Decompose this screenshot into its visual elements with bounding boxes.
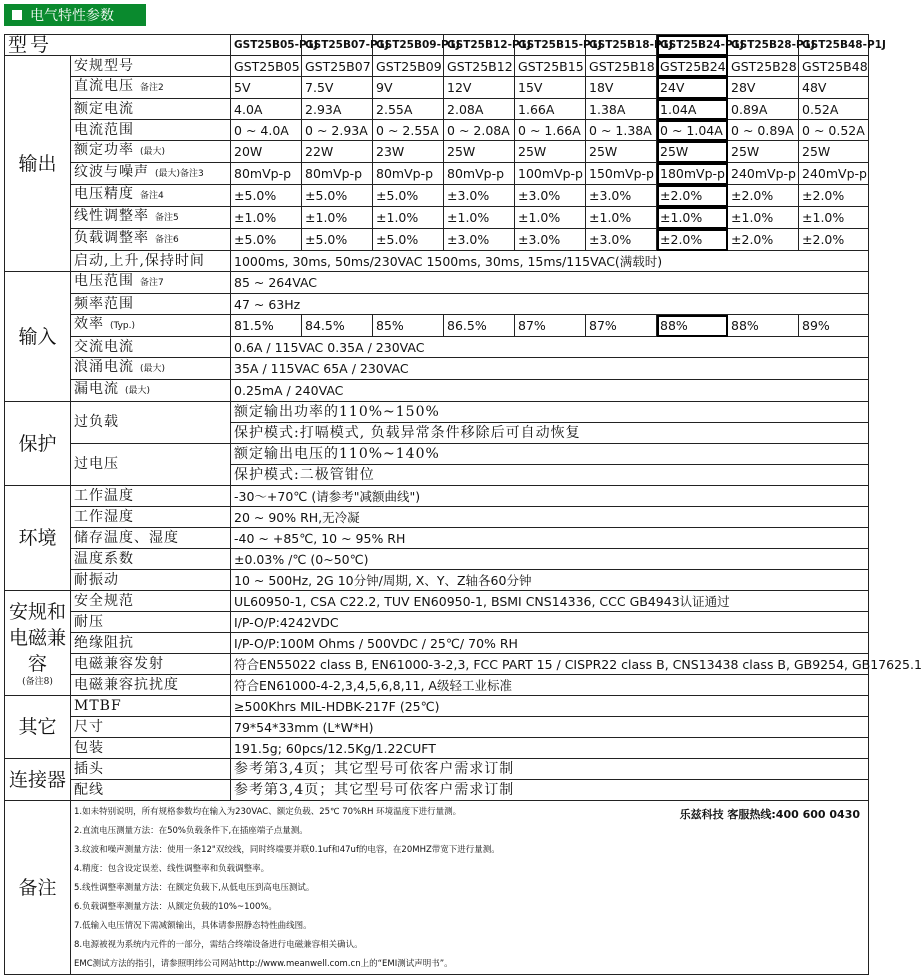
row-label [71, 229, 231, 251]
category-text: 输入 [18, 325, 57, 348]
value-cell: 0 ~ 2.93A [302, 120, 373, 141]
table-row [5, 696, 869, 717]
remark-line: 7.低输入电压情况下需减额输出，具体请参照静态特性曲线图。 [74, 921, 312, 931]
value-cell: GST25B09 [373, 56, 444, 77]
value-cell: I/P-O/P:100M Ohms / 500VDC / 25℃/ 70% RH [231, 633, 869, 654]
value-cell: 25W [515, 141, 586, 163]
value-cell: 25W [444, 141, 515, 163]
row-label-text: 频率范围 [74, 295, 134, 312]
value-cell: ±2.0% [799, 229, 869, 251]
row-label [71, 315, 231, 337]
value-cell: 12V [444, 77, 515, 99]
value-cell: 符合EN61000-4-2,3,4,5,6,8,11, A级轻工业标准 [231, 675, 869, 696]
row-label [71, 507, 231, 528]
table-row [5, 141, 869, 163]
row-label-text: 耐压 [74, 613, 104, 630]
value-cell: ±5.0% [373, 229, 444, 251]
value-cell: 85% [373, 315, 444, 337]
table-row [5, 780, 869, 801]
table-row [5, 380, 869, 402]
value-cell: 15V [515, 77, 586, 99]
row-label [71, 528, 231, 549]
row-label [71, 633, 231, 654]
row-label [71, 402, 231, 444]
value-cell: GST25B07 [302, 56, 373, 77]
table-row [5, 272, 869, 294]
value-cell: 84.5% [302, 315, 373, 337]
value-cell: 保护模式:打嗝模式, 负载异常条件移除后可自动恢复 [231, 423, 869, 444]
category-label [5, 56, 71, 272]
remark-line: 2.直流电压测量方法：在50%负载条件下,在插座端子点量测。 [74, 826, 308, 836]
row-label [71, 612, 231, 633]
table-row [5, 654, 869, 675]
row-label-text: 储存温度、湿度 [74, 529, 179, 546]
value-cell: 0 ~ 0.89A [728, 120, 799, 141]
table-row [5, 358, 869, 380]
section-header [4, 4, 146, 26]
value-cell: 80mVp-p [302, 163, 373, 185]
value-cell: 48V [799, 77, 869, 99]
remarks-cell [71, 801, 869, 975]
row-label [71, 77, 231, 99]
value-cell: GST25B48 [799, 56, 869, 77]
value-cell: ±3.0% [586, 229, 657, 251]
value-cell: 1.38A [586, 99, 657, 120]
row-label-text: 工作湿度 [74, 508, 134, 525]
remark-line: 3.纹波和噪声测量方法：使用一条12"双绞线，同时终端要并联0.1uf和47uf的电容，在20MHZ带宽下进行量测。 [74, 845, 500, 855]
row-label-text: 安规型号 [74, 57, 134, 74]
row-label [71, 251, 231, 272]
value-cell: 85 ~ 264VAC [231, 272, 869, 294]
value-cell: ±2.0% [657, 185, 728, 207]
value-cell: 额定输出电压的110%~140% [231, 444, 869, 465]
value-cell: 0.52A [799, 99, 869, 120]
value-cell: 0.25mA / 240VAC [231, 380, 869, 402]
table-row [5, 444, 869, 465]
model-header: GST25B07-P1J [302, 35, 373, 56]
value-cell: 86.5% [444, 315, 515, 337]
value-cell: 10 ~ 500Hz, 2G 10分钟/周期, X、Y、Z轴各60分钟 [231, 570, 869, 591]
table-row [5, 402, 869, 423]
value-cell: ±5.0% [231, 185, 302, 207]
value-cell: 89% [799, 315, 869, 337]
row-label-note: 备注5 [155, 213, 179, 223]
table-row [5, 570, 869, 591]
value-cell: 0 ~ 0.52A [799, 120, 869, 141]
category-text: 环境 [18, 527, 57, 549]
row-label [71, 717, 231, 738]
row-label-text: 直流电压 [74, 78, 134, 94]
row-label-text: 线性调整率 [74, 208, 149, 224]
value-cell: 88% [657, 315, 728, 337]
value-cell: 28V [728, 77, 799, 99]
table-row [5, 251, 869, 272]
value-cell: 79*54*33mm (L*W*H) [231, 717, 869, 738]
remark-line: 8.电源被视为系统内元件的一部分，需结合终端设备进行电磁兼容相关确认。 [74, 940, 363, 950]
value-cell: GST25B12 [444, 56, 515, 77]
table-row [5, 549, 869, 570]
value-cell: 180mVp-p [657, 163, 728, 185]
value-cell: 4.0A [231, 99, 302, 120]
row-label [71, 120, 231, 141]
value-cell: ±1.0% [586, 207, 657, 229]
row-label-note: 备注2 [140, 83, 164, 93]
value-cell: 150mVp-p [586, 163, 657, 185]
row-label-text: 启动,上升,保持时间 [74, 252, 205, 269]
value-cell: 保护模式:二极管钳位 [231, 465, 869, 486]
value-cell: 80mVp-p [444, 163, 515, 185]
value-cell: 80mVp-p [373, 163, 444, 185]
value-cell: ±3.0% [586, 185, 657, 207]
table-row [5, 207, 869, 229]
value-cell: 2.93A [302, 99, 373, 120]
value-cell: ±5.0% [302, 229, 373, 251]
remark-line: EMC测试方法的指引，请参照明纬公司网站http://www.meanwell.com.cn上的“EMI测试声明书”。 [74, 959, 453, 969]
value-cell: 参考第3,4页；其它型号可依客户需求订制 [231, 759, 869, 780]
value-cell: ±1.0% [231, 207, 302, 229]
value-cell: 0.6A / 115VAC 0.35A / 230VAC [231, 337, 869, 358]
remark-line: 6.负载调整率测量方法：从额定负载的10%~100%。 [74, 902, 277, 912]
value-cell: 18V [586, 77, 657, 99]
value-cell: 额定输出功率的110%~150% [231, 402, 869, 423]
table-row [5, 315, 869, 337]
model-title: 型号 [5, 35, 231, 56]
value-cell: 25W [728, 141, 799, 163]
value-cell: 20W [231, 141, 302, 163]
value-cell: ±1.0% [515, 207, 586, 229]
row-label-text: 电压精度 [74, 186, 134, 202]
row-label [71, 358, 231, 380]
value-cell: 87% [586, 315, 657, 337]
row-label-text: 电磁兼容发射 [74, 655, 164, 672]
value-cell: ±3.0% [515, 185, 586, 207]
table-row [5, 486, 869, 507]
table-row [5, 337, 869, 358]
table-row [5, 294, 869, 315]
value-cell: ±3.0% [515, 229, 586, 251]
value-cell: 9V [373, 77, 444, 99]
row-label [71, 591, 231, 612]
table-row [5, 229, 869, 251]
row-label-note: 备注6 [155, 235, 179, 245]
value-cell: 240mVp-p [728, 163, 799, 185]
value-cell: 5V [231, 77, 302, 99]
row-label-text: 浪涌电流 [74, 359, 134, 375]
value-cell: 191.5g; 60pcs/12.5Kg/1.22CUFT [231, 738, 869, 759]
value-cell: ±1.0% [444, 207, 515, 229]
model-header: GST25B18-P1J [586, 35, 657, 56]
model-header: GST25B48-P1J [799, 35, 869, 56]
model-header: GST25B05-P1J [231, 35, 302, 56]
row-label [71, 337, 231, 358]
model-row [5, 35, 869, 56]
value-cell: ±2.0% [728, 185, 799, 207]
row-label-text: 电流范围 [74, 121, 134, 138]
table-row [5, 759, 869, 780]
row-label-note: (最大)备注3 [155, 169, 204, 179]
category-label [5, 696, 71, 759]
value-cell: GST25B24 [657, 56, 728, 77]
row-label-text: 绝缘阻抗 [74, 634, 134, 651]
remarks-row [5, 801, 869, 975]
row-label-text: 安全规范 [74, 592, 134, 609]
row-label-text: 纹波与噪声 [74, 164, 149, 180]
model-header: GST25B28-P1J [728, 35, 799, 56]
value-cell: 81.5% [231, 315, 302, 337]
value-cell: GST25B05 [231, 56, 302, 77]
row-label [71, 738, 231, 759]
value-cell: 0 ~ 2.55A [373, 120, 444, 141]
row-label-text: 配线 [74, 781, 104, 798]
row-label [71, 56, 231, 77]
row-label-text: 电磁兼容抗扰度 [74, 676, 179, 693]
value-cell: 0 ~ 4.0A [231, 120, 302, 141]
value-cell: 22W [302, 141, 373, 163]
value-cell: 0 ~ 2.08A [444, 120, 515, 141]
table-row [5, 163, 869, 185]
row-label [71, 570, 231, 591]
value-cell: ±1.0% [799, 207, 869, 229]
table-row [5, 185, 869, 207]
value-cell: ±1.0% [728, 207, 799, 229]
value-cell: 参考第3,4页；其它型号可依客户需求订制 [231, 780, 869, 801]
row-label-note: (最大) [140, 147, 166, 157]
value-cell: 1000ms, 30ms, 50ms/230VAC 1500ms, 30ms, 15ms/115VAC(满载时) [231, 251, 869, 272]
value-cell: 2.55A [373, 99, 444, 120]
category-text: 安规和电磁兼容 [8, 600, 66, 675]
table-row [5, 99, 869, 120]
row-label [71, 294, 231, 315]
remark-line: 5.线性调整率测量方法：在额定负载下,从低电压到高电压测试。 [74, 883, 315, 893]
category-label [5, 759, 71, 801]
row-label [71, 163, 231, 185]
table-row [5, 717, 869, 738]
row-label [71, 654, 231, 675]
category-note: (备注8) [22, 676, 53, 687]
value-cell: 20 ~ 90% RH,无冷凝 [231, 507, 869, 528]
value-cell: 35A / 115VAC 65A / 230VAC [231, 358, 869, 380]
value-cell: 25W [586, 141, 657, 163]
value-cell: 0.89A [728, 99, 799, 120]
category-label [5, 486, 71, 591]
model-header: GST25B12-P1J [444, 35, 515, 56]
value-cell: ±3.0% [444, 185, 515, 207]
row-label [71, 141, 231, 163]
table-row [5, 675, 869, 696]
row-label-text: 负载调整率 [74, 230, 149, 246]
category-text: 备注 [18, 876, 57, 899]
category-label [5, 272, 71, 402]
row-label-text: MTBF [74, 697, 122, 714]
value-cell: ±2.0% [799, 185, 869, 207]
row-label [71, 99, 231, 120]
row-label-text: 额定电流 [74, 100, 134, 117]
row-label-text: 温度系数 [74, 550, 134, 567]
row-label-note: (Typ.) [110, 321, 136, 331]
row-label-text: 过负载 [74, 414, 119, 430]
value-cell: ±3.0% [444, 229, 515, 251]
value-cell: ±1.0% [657, 207, 728, 229]
model-header: GST25B15-P1J [515, 35, 586, 56]
value-cell: 0 ~ 1.04A [657, 120, 728, 141]
value-cell: 23W [373, 141, 444, 163]
value-cell: 240mVp-p [799, 163, 869, 185]
value-cell: -30～+70℃ (请参考"减额曲线") [231, 486, 869, 507]
table-row [5, 612, 869, 633]
table-row [5, 507, 869, 528]
category-label [5, 402, 71, 486]
category-text: 连接器 [8, 768, 66, 791]
value-cell: ±5.0% [302, 185, 373, 207]
value-cell: ±5.0% [373, 185, 444, 207]
spec-table [4, 33, 922, 975]
row-label-note: (最大) [140, 364, 166, 374]
value-cell: ±2.0% [728, 229, 799, 251]
value-cell: GST25B18 [586, 56, 657, 77]
table-row [5, 120, 869, 141]
value-cell: 1.66A [515, 99, 586, 120]
square-icon [12, 10, 22, 20]
service-hotline: 乐兹科技 客服热线:400 600 0430 [679, 808, 861, 821]
value-cell: 0 ~ 1.38A [586, 120, 657, 141]
row-label [71, 780, 231, 801]
value-cell: 1.04A [657, 99, 728, 120]
row-label-text: 尺寸 [74, 718, 104, 735]
row-label [71, 696, 231, 717]
row-label [71, 380, 231, 402]
row-label-text: 插头 [74, 760, 104, 777]
row-label [71, 549, 231, 570]
category-label [5, 801, 71, 975]
value-cell: ≥500Khrs MIL-HDBK-217F (25℃) [231, 696, 869, 717]
value-cell: I/P-O/P:4242VDC [231, 612, 869, 633]
value-cell: 25W [657, 141, 728, 163]
value-cell: 80mVp-p [231, 163, 302, 185]
value-cell: 7.5V [302, 77, 373, 99]
row-label-text: 效率 [74, 316, 104, 332]
remark-line: 4.精度：包含设定误差、线性调整率和负载调整率。 [74, 864, 270, 874]
table-row [5, 56, 869, 77]
row-label-note: 备注4 [140, 191, 164, 201]
row-label-text: 耐振动 [74, 571, 119, 588]
table-row [5, 77, 869, 99]
remark-line: 1.如未特别说明，所有规格参数均在输入为230VAC、额定负载、25℃ 70%RH 环境温度下进行量测。 [74, 807, 462, 817]
value-cell: 0 ~ 1.66A [515, 120, 586, 141]
table-row [5, 591, 869, 612]
model-header: GST25B24-P1J [657, 35, 728, 56]
table-row [5, 633, 869, 654]
value-cell: UL60950-1, CSA C22.2, TUV EN60950-1, BSMI CNS14336, CCC GB4943认证通过 [231, 591, 869, 612]
value-cell: 25W [799, 141, 869, 163]
row-label [71, 272, 231, 294]
row-label-text: 交流电流 [74, 338, 134, 355]
row-label [71, 207, 231, 229]
value-cell: 24V [657, 77, 728, 99]
row-label [71, 185, 231, 207]
value-cell: ±0.03% /℃ (0~50℃) [231, 549, 869, 570]
value-cell: -40 ~ +85℃, 10 ~ 95% RH [231, 528, 869, 549]
value-cell: ±2.0% [657, 229, 728, 251]
table-row [5, 528, 869, 549]
value-cell: 47 ~ 63Hz [231, 294, 869, 315]
row-label-note: 备注7 [140, 278, 164, 288]
row-label [71, 759, 231, 780]
value-cell: ±5.0% [231, 229, 302, 251]
row-label-text: 过电压 [74, 456, 119, 472]
table-row [5, 738, 869, 759]
value-cell: ±1.0% [302, 207, 373, 229]
value-cell: ±1.0% [373, 207, 444, 229]
value-cell: 100mVp-p [515, 163, 586, 185]
row-label [71, 675, 231, 696]
value-cell: GST25B28 [728, 56, 799, 77]
category-text: 保护 [18, 432, 57, 455]
row-label-text: 额定功率 [74, 142, 134, 158]
row-label-text: 包装 [74, 739, 104, 756]
row-label-text: 工作温度 [74, 487, 134, 504]
category-text: 输出 [18, 152, 57, 175]
value-cell: 88% [728, 315, 799, 337]
row-label-note: (最大) [125, 386, 151, 396]
value-cell: 符合EN55022 class B, EN61000-3-2,3, FCC PART 15 / CISPR22 class B, CNS13438 class B, GB9254, GB17625.1 [231, 654, 869, 675]
category-label [5, 591, 71, 696]
value-cell: GST25B15 [515, 56, 586, 77]
category-text: 其它 [18, 716, 57, 738]
section-title: 电气特性参数 [30, 8, 114, 24]
row-label-text: 漏电流 [74, 381, 119, 397]
row-label [71, 486, 231, 507]
value-cell: 2.08A [444, 99, 515, 120]
row-label [71, 444, 231, 486]
row-label-text: 电压范围 [74, 273, 134, 289]
value-cell: 87% [515, 315, 586, 337]
model-header: GST25B09-P1J [373, 35, 444, 56]
